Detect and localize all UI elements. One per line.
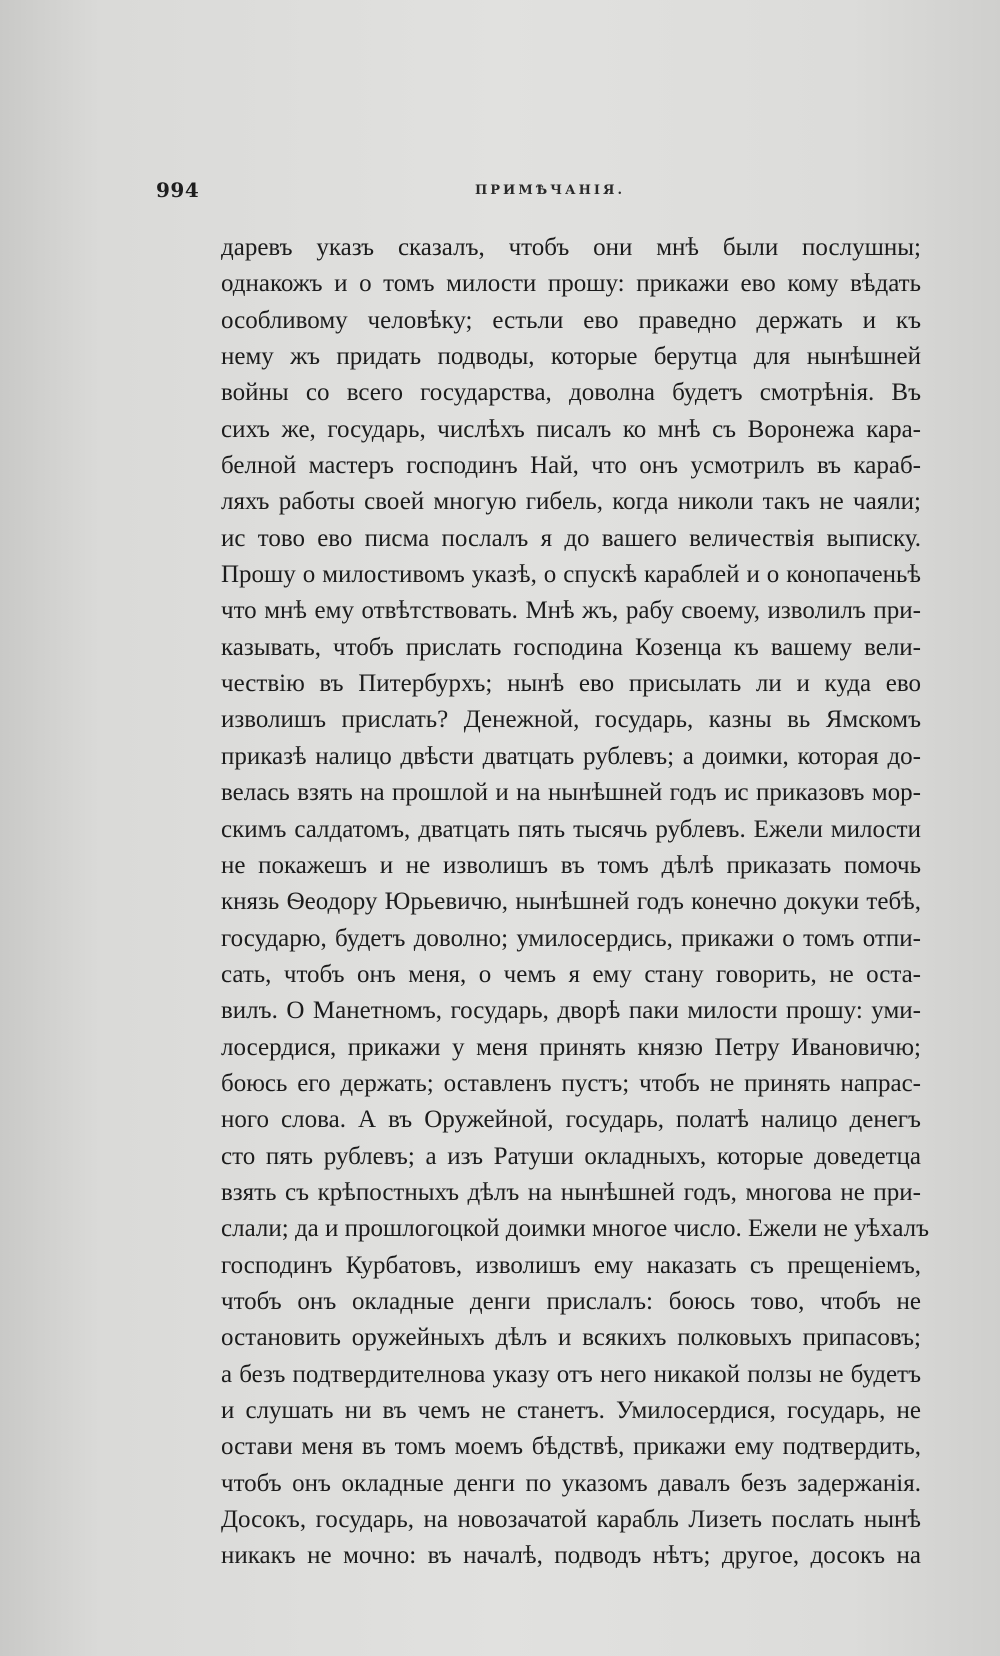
body-text	[221, 230, 930, 1575]
text-line: сихъ же, государь, числѣхъ писалъ ко мнѣ съ Воронежа кара-	[221, 415, 921, 443]
text-line: лосердися, прикажи у меня принять князю Петру Ивановичю;	[221, 1033, 921, 1061]
text-line: взять съ крѣпостныхъ дѣлъ на нынѣшней годъ, многова не при-	[221, 1178, 921, 1206]
text-line: слали; да и прошлогоцкой доимки многое число. Ежели не уѣхалъ	[221, 1215, 930, 1243]
page-number: 994	[156, 178, 200, 202]
text-line: сать, чтобъ онъ меня, о чемъ я ему стану говорить, не оста-	[221, 960, 921, 988]
text-line: казывать, чтобъ прислать господина Козенца къ вашему вели-	[221, 633, 921, 661]
text-line: господинъ Курбатовъ, изволишъ ему наказать съ прещеніемъ,	[221, 1251, 921, 1279]
text-line: сто пять рублевъ; а изъ Ратуши окладныхъ, которые доведетца	[221, 1142, 921, 1170]
text-line: что мнѣ ему отвѣтствовать. Мнѣ жъ, рабу своему, изволилъ при-	[221, 597, 921, 625]
text-line: не покажешъ и не изволишъ въ томъ дѣлѣ приказать помочь	[221, 851, 921, 879]
text-line: белной мастеръ господинъ Най, что онъ усмотрилъ въ караб-	[221, 452, 921, 480]
text-line: остави меня въ томъ моемъ бѣдствѣ, прикажи ему подтвердить,	[221, 1433, 921, 1461]
text-line: чтобъ онъ окладные денги по указомъ давалъ безъ задержанія.	[221, 1469, 921, 1497]
text-line: а безъ подтвердителнова указу отъ него никакой ползы не будетъ	[221, 1360, 921, 1388]
text-line: никакъ не мочно: въ началѣ, подводъ нѣтъ; другое, досокъ на	[221, 1542, 921, 1570]
text-line: князь Ѳеодору Юрьевичю, нынѣшней годъ конечно докуки тебѣ,	[221, 888, 921, 916]
text-line: велась взять на прошлой и на нынѣшней годъ ис приказовъ мор-	[221, 779, 921, 807]
text-line: однакожъ и о томъ милости прошу: прикажи ево кому вѣдать	[221, 270, 921, 298]
page-header	[0, 178, 1000, 208]
text-line: даревъ указъ сказалъ, чтобъ они мнѣ были послушны;	[221, 234, 921, 261]
text-line: ис тово ево писма послалъ я до вашего величествія выписку.	[221, 524, 921, 552]
text-line: вилъ. О Манетномъ, государь, дворѣ паки милости прошу: уми-	[221, 997, 921, 1025]
text-line: ного слова. А въ Оружейной, государь, полатѣ налицо денегъ	[221, 1106, 921, 1134]
text-line: ляхъ работы своей многую гибель, когда николи такъ не чаяли;	[221, 488, 921, 516]
text-line: изволишъ прислать? Денежной, государь, казны вь Ямскомъ	[221, 706, 921, 734]
text-line: остановить оружейныхъ дѣлъ и всякихъ полковыхъ припасовъ;	[221, 1324, 921, 1352]
text-line: чествію въ Питербурхъ; нынѣ ево присылать ли и куда ево	[221, 670, 921, 698]
text-line: скимъ салдатомъ, дватцать пять тысячь рублевъ. Ежели милости	[221, 815, 921, 843]
text-line: Прошу о милостивомъ указѣ, о спускѣ караблей и о конопаченьѣ	[221, 561, 921, 589]
running-title: ПРИМѢЧАНІЯ.	[475, 183, 625, 198]
text-line: приказѣ налицо двѣсти дватцать рублевъ; а доимки, которая до-	[221, 742, 921, 770]
text-line: и слушать ни въ чемъ не станетъ. Умилосердися, государь, не	[221, 1397, 921, 1424]
text-line: особливому человѣку; естьли ево праведно держать и къ	[221, 306, 921, 334]
text-line: Досокъ, государь, на новозачатой карабль Лизеть послать нынѣ	[221, 1506, 921, 1534]
text-line: чтобъ онъ окладные денги прислалъ: боюсь тово, чтобъ не	[221, 1287, 921, 1315]
text-line: войны со всего государства, доволна будетъ смотрѣнія. Въ	[221, 379, 921, 407]
text-line: боюсь его держать; оставленъ пустъ; чтобъ не принять напрас-	[221, 1069, 921, 1097]
text-line: нему жъ придать подводы, которые берутца для нынѣшней	[221, 343, 921, 371]
text-line: государю, будетъ доволно; умилосердись, прикажи о томъ отпи-	[221, 924, 921, 952]
